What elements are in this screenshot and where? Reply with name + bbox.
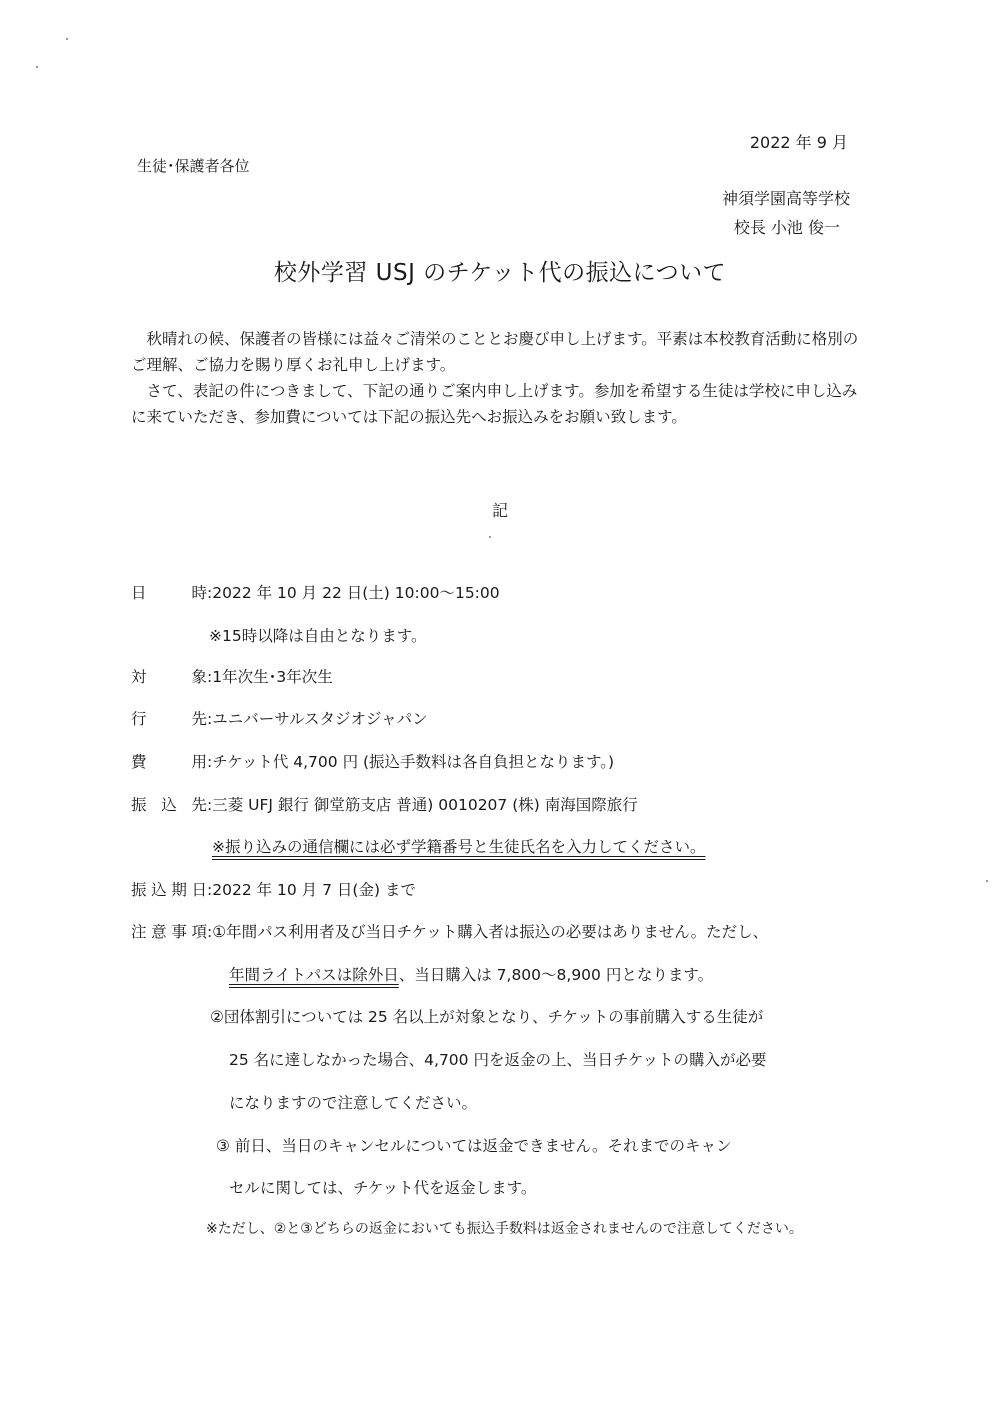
destination-row: 行 先:ユニバーサルスタジオジャパン — [131, 707, 428, 729]
datetime-value: 2022 年 10 月 22 日(土) 10:00～15:00 — [212, 584, 500, 602]
deadline-label: 振込期日 — [131, 881, 207, 899]
note1-underlined: 年間ライトパスは除外日 — [229, 966, 399, 984]
document-title: 校外学習 USJ のチケット代の振込について — [273, 260, 727, 286]
note2-line3: になりますので注意してください。 — [229, 1094, 478, 1112]
bank-label: 振 込 先 — [131, 796, 207, 814]
note1-line2-rest: 、当日購入は 7,800～8,900 円となります。 — [398, 966, 714, 984]
destination-value: ユニバーサルスタジオジャパン — [212, 710, 428, 728]
note3-line1: ③ 前日、当日のキャンセルについては返金できません。それまでのキャン — [216, 1137, 732, 1155]
recipient: 生徒･保護者各位 — [137, 157, 250, 175]
intro-text — [131, 326, 861, 430]
datetime-note: ※15時以降は自由となります。 — [209, 627, 427, 645]
datetime-row: 日 時:2022 年 10 月 22 日(土) 10:00～15:00 — [131, 581, 500, 603]
deadline-row: 振込期日:2022 年 10 月 7 日(金) まで — [131, 878, 416, 900]
note2-line2: 25 名に達しなかった場合、4,700 円を返金の上、当日チケットの購入が必要 — [229, 1051, 767, 1069]
note1-line1: ①年間パス利用者及び当日チケット購入者は振込の必要はありません。ただし、 — [212, 923, 769, 941]
intro-paragraph-1: 秋晴れの候、保護者の皆様には益々ご清栄のこととお慶び申し上げます。平素は本校教育活動に格別のご理解、ご協力を賜り厚くお礼申し上げます。 — [131, 330, 859, 374]
notes-label: 注意事項 — [131, 923, 207, 941]
destination-label: 行 先 — [131, 710, 207, 728]
scan-speck — [489, 536, 491, 538]
note3-line2: セルに関しては、チケット代を返金します。 — [229, 1179, 537, 1197]
bank-row: 振 込 先:三菱 UFJ 銀行 御堂筋支店 普通) 0010207 (株) 南海国際旅行 — [131, 793, 638, 815]
scan-speck — [986, 880, 988, 882]
principal-name: 校長 小池 俊一 — [733, 218, 840, 237]
deadline-value: 2022 年 10 月 7 日(金) まで — [212, 881, 416, 899]
closing-note: ※ただし、②と③どちらの返金においても振込手数料は返金されませんので注意してください。 — [206, 1221, 803, 1237]
target-label: 対 象 — [131, 668, 207, 686]
target-row: 対 象:1年次生･3年次生 — [131, 665, 333, 687]
cost-row: 費 用:チケット代 4,700 円 (振込手数料は各自負担となります。) — [131, 750, 614, 772]
target-value: 1年次生･3年次生 — [212, 668, 333, 686]
cost-label: 費 用 — [131, 753, 207, 771]
issue-date: 2022 年 9 月 — [749, 133, 848, 152]
notes-row: 注意事項:①年間パス利用者及び当日チケット購入者は振込の必要はありません。ただし、 — [131, 920, 768, 942]
school-name: 神須学園高等学校 — [721, 189, 850, 208]
bank-note-text: ※振り込みの通信欄には必ず学籍番号と生徒氏名を入力してください。 — [212, 838, 706, 856]
note2-line1: ②団体割引については 25 名以上が対象となり、チケットの事前購入する生徒が — [210, 1008, 764, 1026]
ki-heading: 記 — [491, 501, 508, 520]
intro-paragraph-2: さて、表記の件につきまして、下記の通りご案内申し上げます。参加を希望する生徒は学校に申し込みに来ていただき、参加費については下記の振込先へお振込みをお願い致します。 — [131, 382, 858, 426]
cost-value: チケット代 4,700 円 (振込手数料は各自負担となります。) — [212, 753, 615, 771]
note1-line2 — [229, 963, 713, 985]
scan-speck — [36, 66, 38, 68]
bank-value: 三菱 UFJ 銀行 御堂筋支店 普通) 0010207 (株) 南海国際旅行 — [212, 796, 638, 814]
scan-speck — [66, 38, 68, 40]
bank-note — [212, 835, 706, 857]
datetime-label: 日 時 — [131, 584, 207, 602]
